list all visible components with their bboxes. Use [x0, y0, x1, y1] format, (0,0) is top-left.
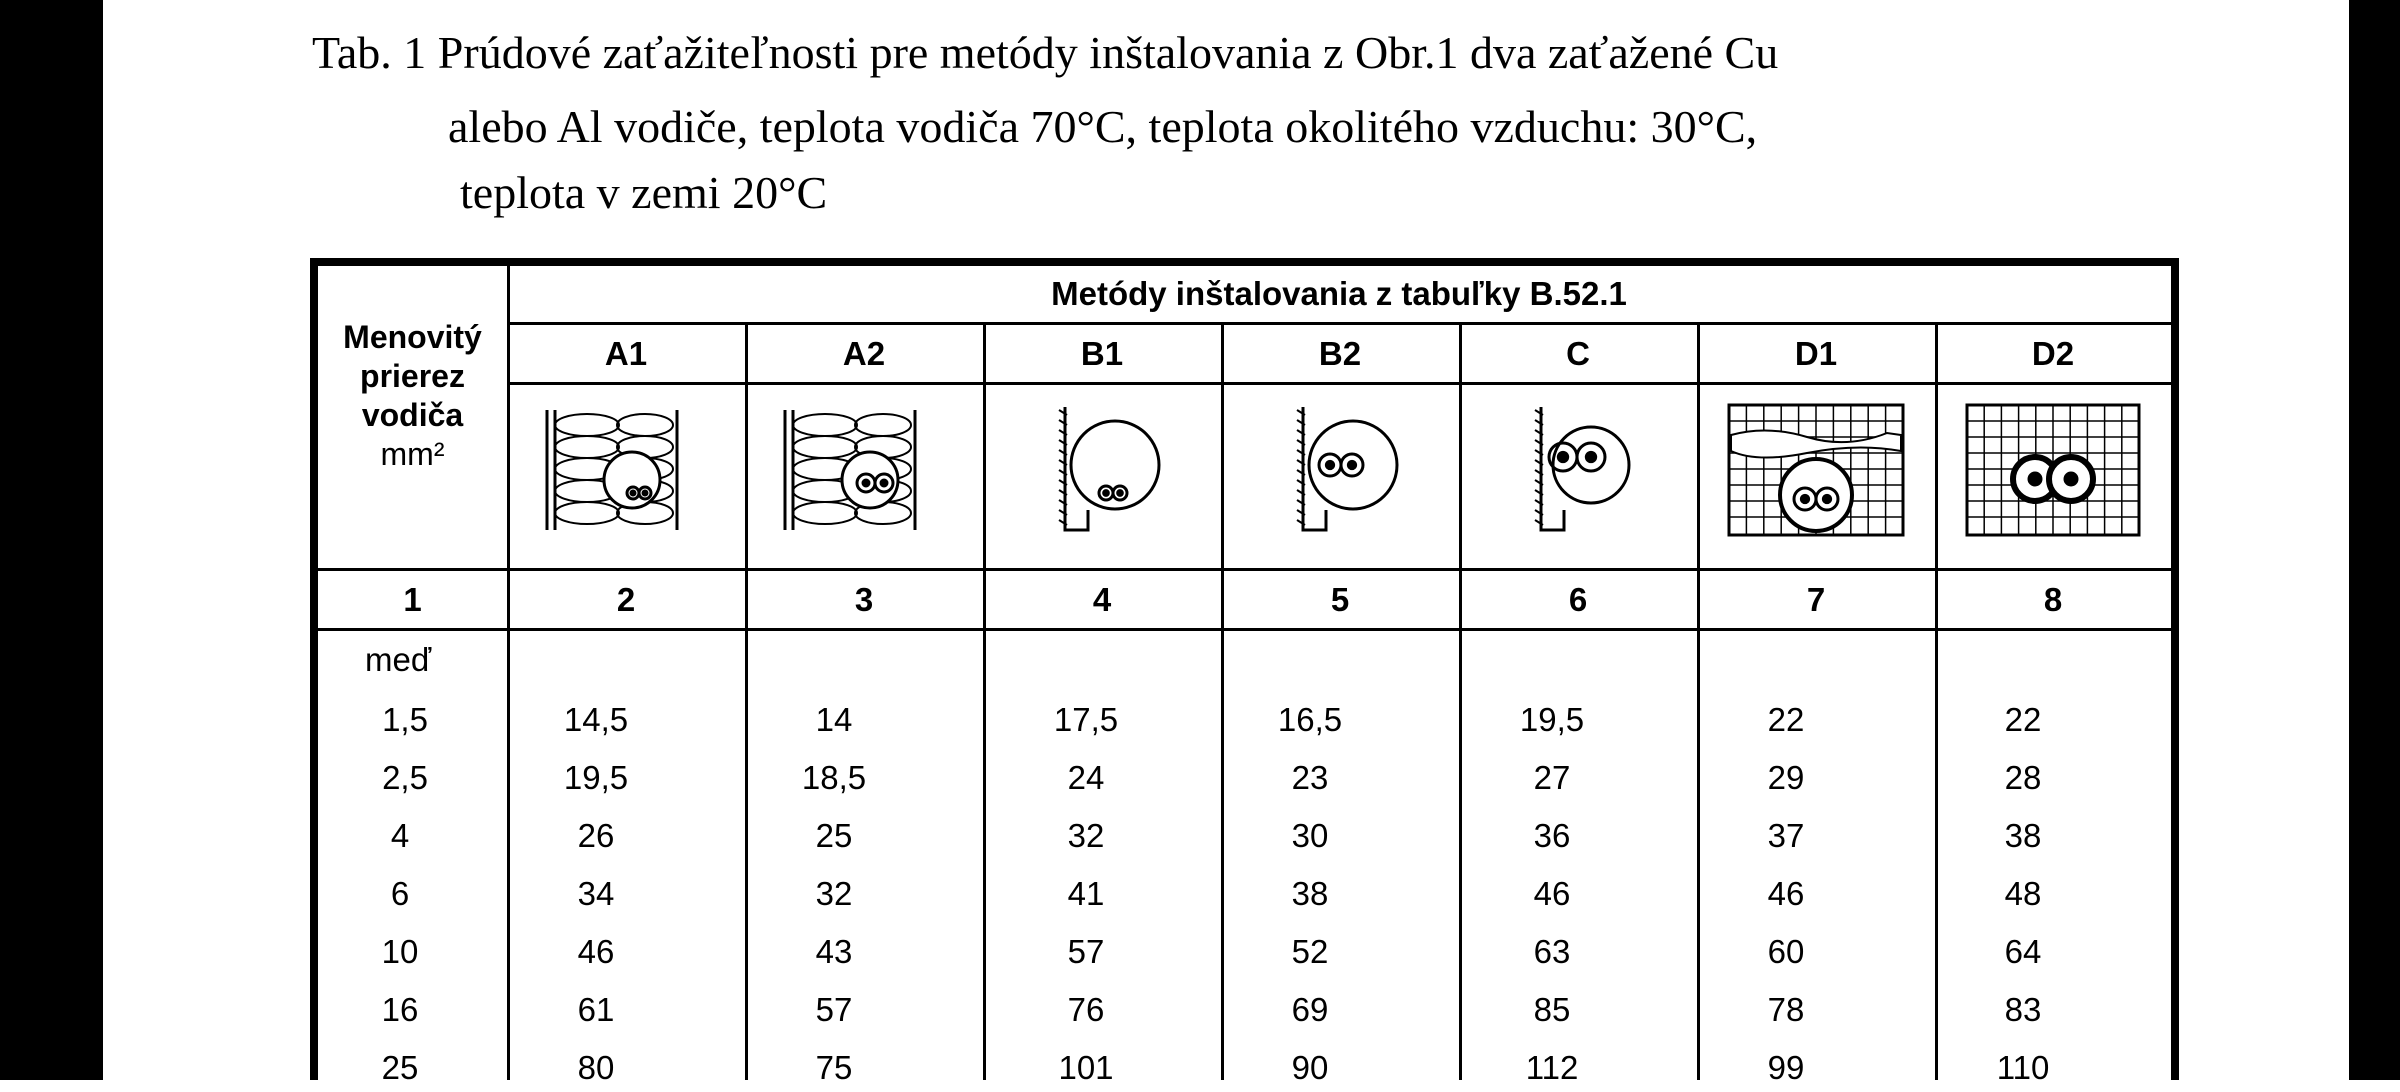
table-caption-line-3: teplota v zemi 20°C [460, 167, 828, 218]
current-capacity-value: 78 [1767, 991, 1805, 1028]
wall-conduit-cable-icon [1241, 395, 1439, 555]
current-capacity-value: 48 [2004, 875, 2042, 912]
current-capacity-value: 17,5 [1053, 701, 1119, 738]
cross-section-value: 2,5 [382, 759, 428, 796]
current-capacity-value: 22 [2004, 701, 2042, 738]
current-capacity-value: 46 [577, 933, 615, 970]
current-capacity-value: 43 [815, 933, 853, 970]
method-name-c: C [1566, 334, 1590, 372]
current-capacity-value: 26 [577, 817, 615, 854]
table-right-border [2171, 258, 2179, 1080]
current-capacity-value: 52 [1291, 933, 1329, 970]
current-capacity-value: 34 [577, 875, 615, 912]
current-capacity-value: 19,5 [563, 759, 629, 796]
current-capacity-value: 80 [577, 1049, 615, 1086]
current-capacity-value: 38 [1291, 875, 1329, 912]
conductor-cross-section-header-line: mm² [380, 435, 445, 472]
cross-section-value: 1,5 [382, 701, 428, 738]
column-number: 4 [1092, 580, 1112, 618]
insulated-wall-conduit-icon [527, 395, 725, 555]
table-caption-line-1: Tab. 1 Prúdové zaťažiteľnosti pre metódy inštalovania z Obr.1 dva zaťažené Cu [312, 27, 1779, 78]
conductor-cross-section-header-line: vodiča [361, 396, 464, 433]
buried-duct-icon [1717, 395, 1915, 555]
method-name-b1: B1 [1080, 334, 1124, 372]
current-capacity-value: 18,5 [801, 759, 867, 796]
current-capacity-value: 46 [1533, 875, 1571, 912]
current-capacity-value: 14,5 [563, 701, 629, 738]
method-name-a1: A1 [604, 334, 648, 372]
current-capacity-value: 64 [2004, 933, 2042, 970]
method-name-a2: A2 [842, 334, 886, 372]
conductor-cross-section-header-line: prierez [360, 357, 465, 394]
current-capacity-value: 27 [1533, 759, 1571, 796]
method-name-rule [507, 382, 2171, 385]
current-capacity-value: 61 [577, 991, 615, 1028]
method-name-b2: B2 [1318, 334, 1362, 372]
current-capacity-value: 85 [1533, 991, 1571, 1028]
current-capacity-value: 41 [1067, 875, 1105, 912]
method-name-d1: D1 [1794, 334, 1838, 372]
method-name-d2: D2 [2031, 334, 2075, 372]
buried-cable-icon [1955, 395, 2151, 555]
wall-cable-icon [1479, 395, 1677, 555]
current-capacity-value: 29 [1767, 759, 1805, 796]
cross-section-value: 4 [390, 817, 410, 854]
column-number: 6 [1568, 580, 1588, 618]
column-number: 8 [2043, 580, 2063, 618]
current-capacity-value: 23 [1291, 759, 1329, 796]
cross-section-value: 16 [381, 991, 419, 1028]
current-capacity-value: 99 [1767, 1049, 1805, 1086]
current-capacity-value: 75 [815, 1049, 853, 1086]
current-capacity-value: 110 [1996, 1049, 2050, 1086]
current-capacity-value: 32 [815, 875, 853, 912]
conductor-cross-section-header-line: Menovitý [343, 318, 482, 355]
current-capacity-value: 37 [1767, 817, 1805, 854]
current-capacity-value: 16,5 [1277, 701, 1343, 738]
column-number: 5 [1330, 580, 1350, 618]
methods-group-header: Metódy inštalovania z tabuľky B.52.1 [1051, 275, 1627, 312]
table-left-border [310, 258, 318, 1080]
current-capacity-value: 30 [1291, 817, 1329, 854]
current-capacity-value: 90 [1291, 1049, 1329, 1086]
current-capacity-value: 32 [1067, 817, 1105, 854]
conductor-cross-section-header [318, 318, 507, 473]
current-capacity-value: 24 [1067, 759, 1105, 796]
column-number: 3 [854, 580, 874, 618]
current-capacity-value: 76 [1067, 991, 1105, 1028]
current-capacity-value: 22 [1767, 701, 1805, 738]
wall-conduit-icon [1003, 395, 1201, 555]
material-section-label: meď [365, 641, 432, 678]
cross-section-value: 6 [390, 875, 410, 912]
current-capacity-value: 57 [815, 991, 853, 1028]
column-number: 2 [616, 580, 636, 618]
current-capacity-value: 46 [1767, 875, 1805, 912]
current-capacity-value: 69 [1291, 991, 1329, 1028]
current-capacity-value: 38 [2004, 817, 2042, 854]
current-capacity-value: 101 [1058, 1049, 1114, 1086]
table-caption-line-2: alebo Al vodiče, teplota vodiča 70°C, teplota okolitého vzduchu: 30°C, [448, 101, 1758, 152]
current-capacity-value: 112 [1525, 1049, 1579, 1086]
current-capacity-value: 60 [1767, 933, 1805, 970]
column-number: 7 [1806, 580, 1826, 618]
current-capacity-value: 28 [2004, 759, 2042, 796]
current-capacity-value: 83 [2004, 991, 2042, 1028]
column-number-rule [310, 628, 2171, 631]
cross-section-value: 25 [381, 1049, 419, 1086]
current-capacity-value: 25 [815, 817, 853, 854]
current-capacity-value: 19,5 [1519, 701, 1585, 738]
current-capacity-value: 14 [815, 701, 853, 738]
column-number: 1 [403, 580, 422, 618]
current-capacity-value: 36 [1533, 817, 1571, 854]
current-capacity-value: 57 [1067, 933, 1105, 970]
table-top-border [310, 258, 2179, 266]
current-capacity-value: 63 [1533, 933, 1571, 970]
insulated-wall-cable-icon [765, 395, 963, 555]
cross-section-value: 10 [381, 933, 419, 970]
